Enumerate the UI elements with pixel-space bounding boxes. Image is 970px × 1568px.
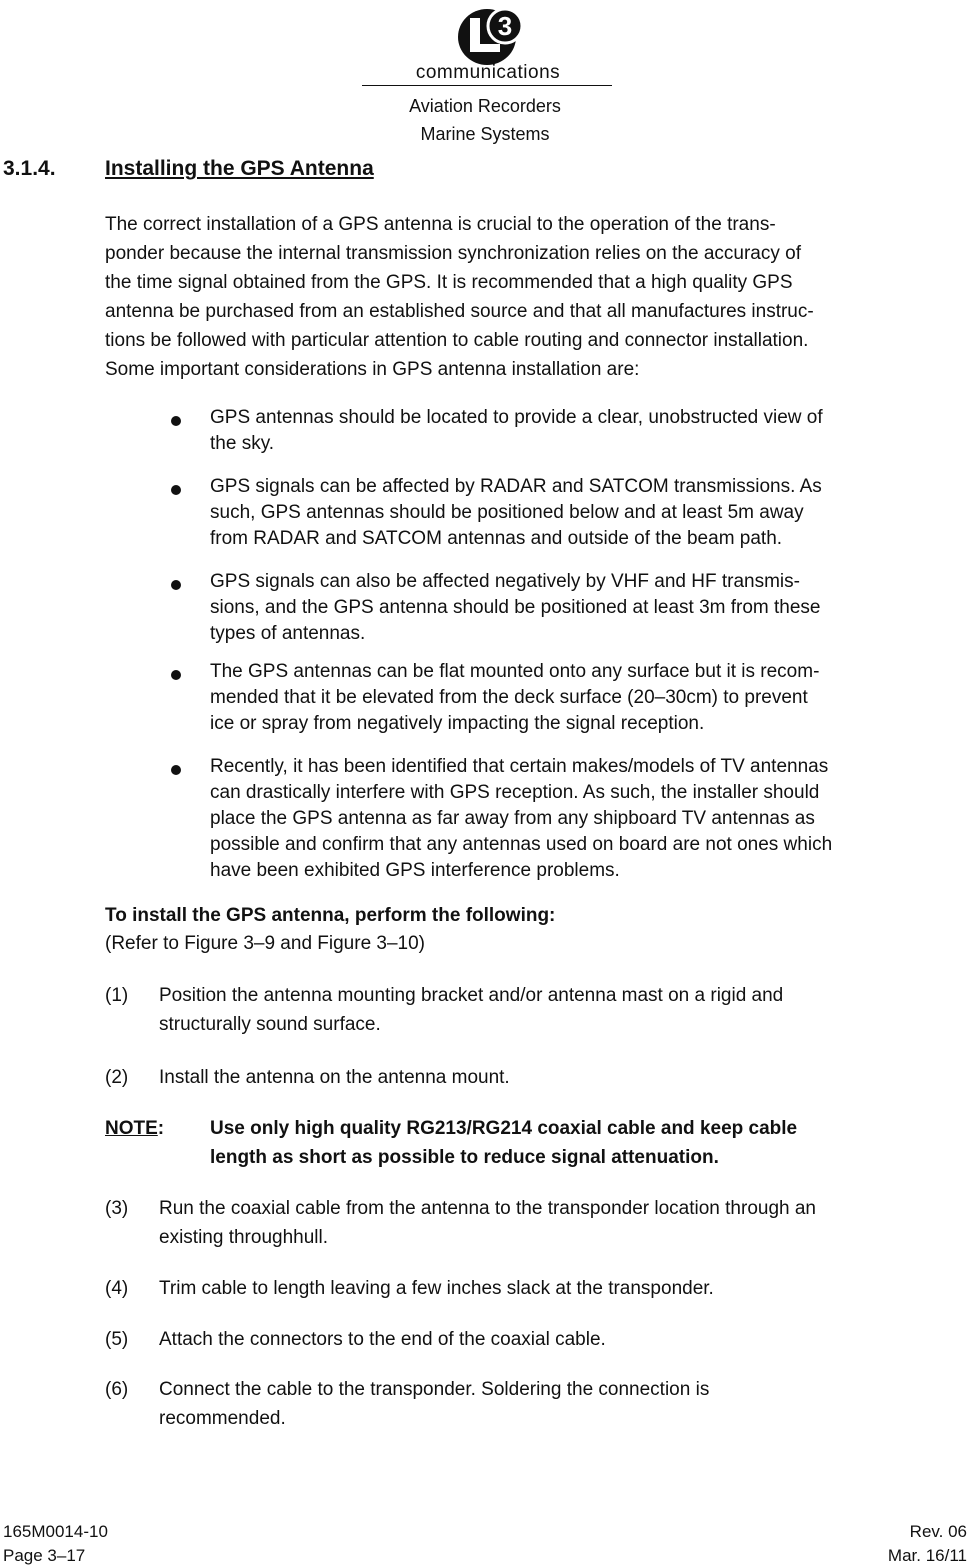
step-line: structurally sound surface. — [159, 1014, 381, 1035]
step-line: Attach the connectors to the end of the coaxial cable. — [159, 1329, 606, 1350]
step-number: (5) — [105, 1329, 129, 1350]
brand-divider — [362, 85, 612, 86]
bullet-line: ice or spray from negatively impacting the signal reception. — [210, 713, 705, 734]
step-line: existing throughhull. — [159, 1227, 328, 1248]
footer-revision: Rev. 06 — [909, 1522, 967, 1541]
bullet-line: GPS antennas should be located to provide a clear, unobstructed view of — [210, 407, 823, 428]
procedure-reference: (Refer to Figure 3–9 and Figure 3–10) — [105, 933, 426, 954]
bullet-line: GPS signals can be affected by RADAR and SATCOM transmissions. As — [210, 476, 822, 497]
bullet-line: have been exhibited GPS interference problems. — [210, 860, 620, 881]
bullet-line: mended that it be elevated from the deck surface (20–30cm) to prevent — [210, 687, 808, 708]
section-number: 3.1.4. — [3, 157, 56, 180]
section-title: Installing the GPS Antenna — [105, 157, 374, 180]
intro-line: ponder because the internal transmission synchronization relies on the accuracy of — [105, 243, 801, 264]
intro-line: the time signal obtained from the GPS. It is recommended that a high quality GPS — [105, 272, 793, 293]
step-line: Connect the cable to the transponder. Soldering the connection is — [159, 1379, 710, 1400]
header-line-1: Aviation Recorders — [409, 96, 561, 116]
note-line: Use only high quality RG213/RG214 coaxial cable and keep cable — [210, 1118, 798, 1139]
intro-line: antenna be purchased from an established source and that all manufactures instruc- — [105, 301, 814, 322]
l3-logo-icon — [457, 6, 523, 66]
step-line: Run the coaxial cable from the antenna to the transponder location through an — [159, 1198, 816, 1219]
intro-paragraph — [105, 210, 967, 384]
bullet-line: The GPS antennas can be flat mounted onto any surface but it is recom- — [210, 661, 820, 682]
step-number: (6) — [105, 1379, 129, 1400]
note-label — [105, 1114, 164, 1143]
bullet-line: the sky. — [210, 433, 275, 454]
footer-page-number: Page 3–17 — [3, 1546, 86, 1565]
step-number: (4) — [105, 1278, 129, 1299]
footer-doc-number: 165M0014-10 — [3, 1522, 108, 1541]
intro-line: The correct installation of a GPS antenna is crucial to the operation of the trans- — [105, 214, 776, 235]
bullet-icon — [171, 765, 181, 775]
procedure-title: To install the GPS antenna, perform the following: — [105, 905, 556, 926]
bullet-icon — [171, 485, 181, 495]
step-line: recommended. — [159, 1408, 286, 1429]
bullet-icon — [171, 416, 181, 426]
step-number: (2) — [105, 1067, 129, 1088]
step-number: (1) — [105, 985, 129, 1006]
bullet-line: types of antennas. — [210, 623, 366, 644]
bullet-icon — [171, 670, 181, 680]
note-line: length as short as possible to reduce signal attenuation. — [210, 1147, 719, 1168]
bullet-line: Recently, it has been identified that certain makes/models of TV antennas — [210, 756, 829, 777]
note-text — [210, 1114, 970, 1172]
bullet-line: sions, and the GPS antenna should be positioned at least 3m from these — [210, 597, 821, 618]
note-colon: : — [157, 1118, 165, 1139]
footer-date: Mar. 16/11 — [887, 1546, 967, 1565]
bullet-line: place the GPS antenna as far away from any shipboard TV antennas as — [210, 808, 815, 829]
bullet-line: possible and confirm that any antennas used on board are not ones which — [210, 834, 833, 855]
intro-line: Some important considerations in GPS antenna installation are: — [105, 359, 640, 380]
header-line-2: Marine Systems — [420, 124, 550, 144]
step-line: Install the antenna on the antenna mount. — [159, 1067, 510, 1088]
step-line: Trim cable to length leaving a few inches slack at the transponder. — [159, 1278, 714, 1299]
brand-name: communications — [415, 62, 561, 83]
bullet-line: GPS signals can also be affected negatively by VHF and HF transmis- — [210, 571, 800, 592]
step-line: Position the antenna mounting bracket and/or antenna mast on a rigid and — [159, 985, 784, 1006]
bullet-line: such, GPS antennas should be positioned below and at least 5m away — [210, 502, 804, 523]
bullet-line: can drastically interfere with GPS reception. As such, the installer should — [210, 782, 820, 803]
bullet-icon — [171, 580, 181, 590]
logo-text: 3 — [497, 11, 513, 41]
intro-line: tions be followed with particular attention to cable routing and connector installation. — [105, 330, 809, 351]
step-number: (3) — [105, 1198, 129, 1219]
note-label-text: NOTE — [105, 1118, 158, 1139]
bullet-line: from RADAR and SATCOM antennas and outside of the beam path. — [210, 528, 783, 549]
